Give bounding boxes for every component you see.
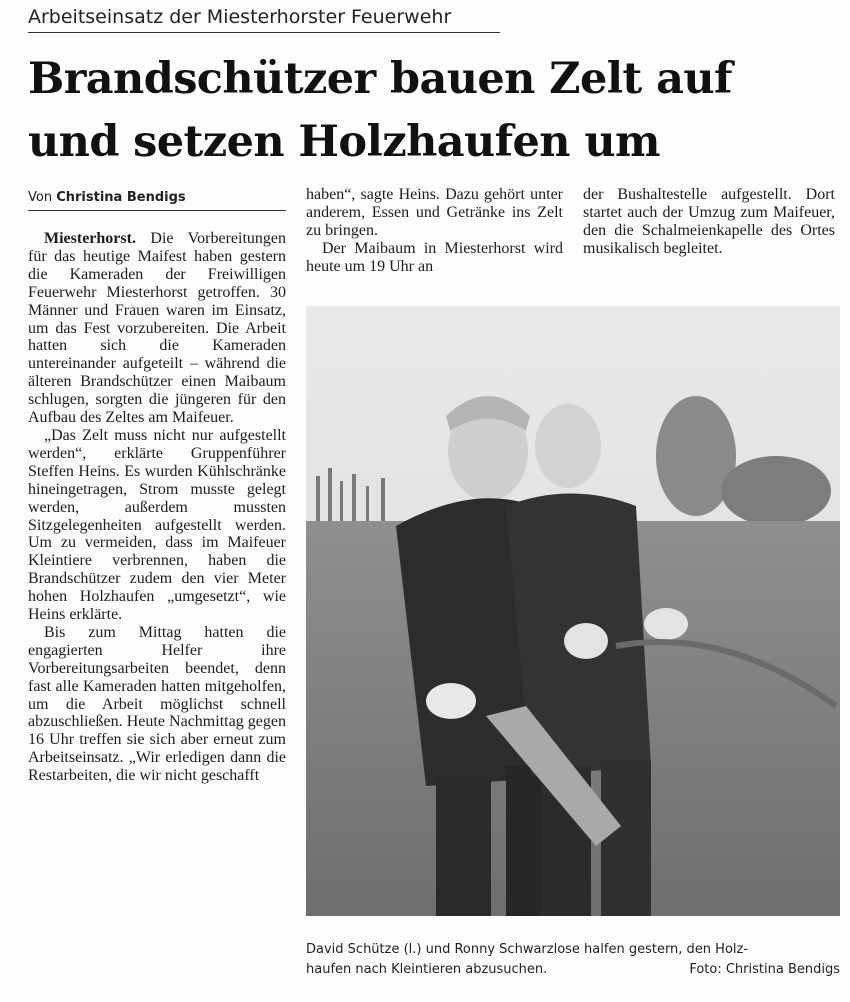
paragraph-2: „Das Zelt muss nicht nur aufgestellt werden“, erklärte Gruppenführer Steffen Heins. Es wurden Kühlschränke hineingetragen, Strom musste gelegt werden, außerdem mussten Sitzgelegenheiten aufgestellt werden. Um zu vermeiden, dass im Maifeuer Kleintiere verbrennen, haben die Brandschützer zudem den vier Meter hohen Holzhaufen „umgesetzt“, wie Heins erklärte. [28, 426, 286, 624]
column-2-continuation: haben“, sagte Heins. Dazu gehört unter anderem, Essen und Getränke ins Zelt zu bringen. [306, 186, 563, 239]
byline-prefix: Von [28, 190, 53, 205]
column-2-paragraph: Der Maibaum in Miesterhorst wird heute um 19 Uhr an [306, 239, 563, 275]
byline [28, 190, 286, 211]
article-kicker: Arbeitseinsatz der Miesterhorster Feuerwehr [28, 6, 500, 33]
headline-line-1: Brandschützer bauen Zelt auf [28, 54, 732, 104]
bushes [721, 456, 831, 526]
photo-credit: Foto: Christina Bendigs [689, 962, 840, 977]
byline-author: Christina Bendigs [56, 190, 186, 205]
text-column-1 [28, 230, 286, 785]
paragraph-1 [28, 230, 286, 427]
dateline: Miesterhorst. [44, 230, 136, 247]
text-column-2 [306, 186, 563, 276]
paragraph-3: Bis zum Mittag hatten die engagierten Helfer ihre Vorbereitungsarbeiten beendet, denn fast alle Kameraden hatten mitgeholfen, um die Arbeit möglichst schnell abzuschließen. Heute Nachmittag gegen 16 Uhr treffen sie sich aber erneut zum Arbeitseinsatz. „Wir erledigen dann die Restarbeiten, die wir nicht geschafft [28, 623, 286, 785]
headline-line-2: und setzen Holzhaufen um [28, 117, 660, 167]
photo-illustration [306, 306, 840, 916]
caption-line-1: David Schütze (l.) und Ronny Schwarzlose halfen gestern, den Holz- [306, 942, 749, 957]
column-3-continuation: der Bushaltestelle aufgestellt. Dort startet auch der Umzug zum Maifeuer, den die Schalmeienkapelle des Ortes musikalisch begleitet. [583, 186, 835, 257]
paragraph-1-text: Die Vorbereitungen für das heutige Maifest haben gestern die Kameraden der Freiwilligen Feuerwehr Miesterhorst getroffen. 30 Männer und Frauen waren im Einsatz, um das Fest vorzubereiten. Die Arbeit hatten sich die Kameraden untereinander aufgeteilt – während die älteren Brandschützer einen Maibaum schlugen, sorgten die jüngeren für den Aufbau des Zeltes am Maifeuer. [28, 230, 286, 427]
article-headline [28, 48, 838, 174]
caption-line-2: haufen nach Kleintieren abzusuchen. [306, 962, 548, 977]
article-photo [306, 306, 840, 916]
text-column-3 [583, 186, 835, 258]
